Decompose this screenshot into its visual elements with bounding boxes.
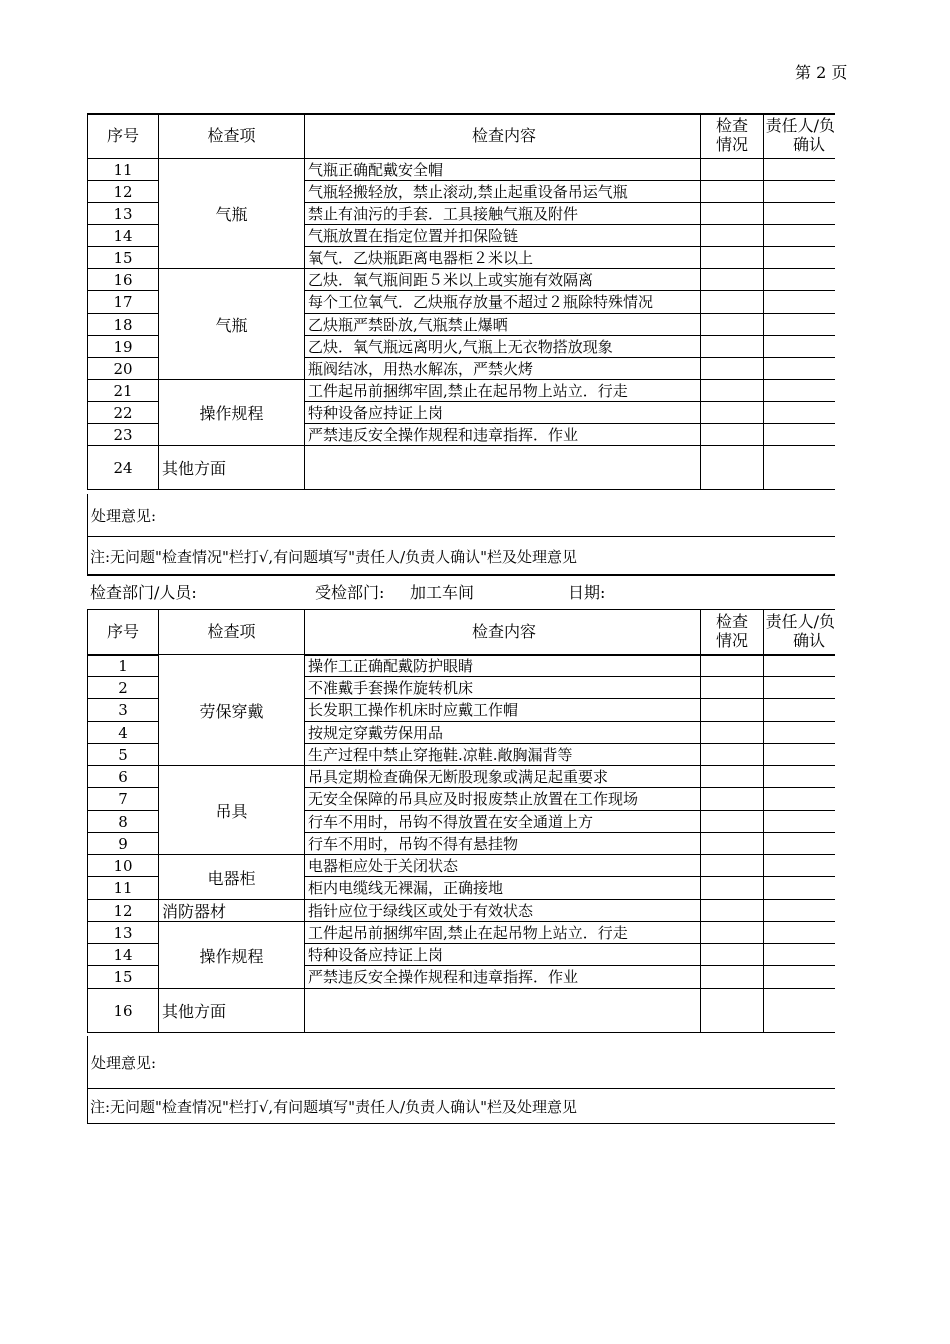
group-label: 其他方面 xyxy=(159,446,305,489)
header-check xyxy=(701,609,764,654)
check-cell[interactable] xyxy=(701,291,764,314)
check-cell[interactable] xyxy=(701,766,764,788)
row-content: 特种设备应持证上岗 xyxy=(305,402,701,424)
inspection-table-1 xyxy=(87,113,835,478)
check-cell[interactable] xyxy=(701,833,764,855)
row-content: 不准戴手套操作旋转机床 xyxy=(305,677,701,699)
row-seq: 4 xyxy=(87,722,159,744)
responsible-cell[interactable] xyxy=(764,203,835,225)
responsible-cell[interactable] xyxy=(764,833,835,855)
row-content xyxy=(305,446,701,490)
responsible-cell[interactable] xyxy=(764,225,835,247)
date-label: 日期: xyxy=(568,583,606,602)
check-cell[interactable] xyxy=(701,314,764,336)
responsible-cell[interactable] xyxy=(764,291,835,314)
responsible-cell[interactable] xyxy=(764,966,835,989)
responsible-cell[interactable] xyxy=(764,336,835,358)
header-check xyxy=(701,113,764,158)
check-cell[interactable] xyxy=(701,380,764,402)
check-cell[interactable] xyxy=(701,225,764,247)
row-content: 电器柜应处于关闭状态 xyxy=(305,855,701,877)
check-cell[interactable] xyxy=(701,446,764,490)
table-header xyxy=(87,609,835,654)
responsible-cell[interactable] xyxy=(764,247,835,269)
group-label: 消防器材 xyxy=(159,900,305,921)
row-content: 禁止有油污的手套．工具接触气瓶及附件 xyxy=(305,203,701,225)
row-seq: 12 xyxy=(87,900,159,922)
header-seq: 序号 xyxy=(87,609,159,654)
group-label: 操作规程 xyxy=(159,922,305,988)
row-content xyxy=(305,989,701,1033)
check-cell[interactable] xyxy=(701,402,764,424)
dept-label: 检查部门/人员: xyxy=(90,583,197,602)
check-cell[interactable] xyxy=(701,203,764,225)
row-seq: 16 xyxy=(87,989,159,1033)
row-content: 乙炔．氧气瓶间距５米以上或实施有效隔离 xyxy=(305,269,701,291)
row-content: 气瓶正确配戴安全帽 xyxy=(305,159,701,181)
header-check-line1: 检查 xyxy=(715,116,748,136)
check-cell[interactable] xyxy=(701,181,764,203)
row-content: 柜内电缆线无裸漏，正确接地 xyxy=(305,877,701,900)
responsible-cell[interactable] xyxy=(764,922,835,944)
header-check-line2: 情况 xyxy=(715,630,748,650)
row-content: 工件起吊前捆绑牢固,禁止在起吊物上站立．行走 xyxy=(305,922,701,944)
row-content: 吊具定期检查确保无断股现象或满足起重要求 xyxy=(305,766,701,788)
group-label: 操作规程 xyxy=(159,380,305,445)
table1-opinion: 处理意见: xyxy=(87,494,835,536)
header-resp-line2: 确认 xyxy=(792,630,825,650)
responsible-cell[interactable] xyxy=(764,358,835,380)
responsible-cell[interactable] xyxy=(764,744,835,766)
check-cell[interactable] xyxy=(701,877,764,900)
responsible-cell[interactable] xyxy=(764,989,835,1033)
check-cell[interactable] xyxy=(701,989,764,1033)
responsible-cell[interactable] xyxy=(764,446,835,490)
header-seq: 序号 xyxy=(87,113,159,158)
check-cell[interactable] xyxy=(701,944,764,966)
row-seq: 7 xyxy=(87,788,159,811)
row-content: 每个工位氧气．乙炔瓶存放量不超过２瓶除特殊情况 xyxy=(305,291,701,314)
responsible-cell[interactable] xyxy=(764,766,835,788)
header-resp-line1: 责任人/负 xyxy=(765,116,835,136)
header-resp-line1: 责任人/负 xyxy=(765,612,835,632)
row-content: 长发职工操作机床时应戴工作帽 xyxy=(305,699,701,722)
check-cell[interactable] xyxy=(701,966,764,989)
group-label: 吊具 xyxy=(159,766,305,854)
row-seq: 17 xyxy=(87,291,159,314)
table2-opinion: 处理意见: xyxy=(87,1036,835,1088)
header-content: 检查内容 xyxy=(305,113,701,158)
row-content: 操作工正确配戴防护眼睛 xyxy=(305,655,701,677)
header-check-line1: 检查 xyxy=(715,612,748,632)
responsible-cell[interactable] xyxy=(764,181,835,203)
check-cell[interactable] xyxy=(701,811,764,833)
check-cell[interactable] xyxy=(701,788,764,811)
check-cell[interactable] xyxy=(701,336,764,358)
row-content: 行车不用时，吊钩不得放置在安全通道上方 xyxy=(305,811,701,833)
responsible-cell[interactable] xyxy=(764,424,835,446)
responsible-cell[interactable] xyxy=(764,811,835,833)
group-label: 气瓶 xyxy=(159,159,305,268)
row-seq: 11 xyxy=(87,877,159,900)
responsible-cell[interactable] xyxy=(764,314,835,336)
check-cell[interactable] xyxy=(701,424,764,446)
row-content: 气瓶轻搬轻放，禁止滚动,禁止起重设备吊运气瓶 xyxy=(305,181,701,203)
check-cell[interactable] xyxy=(701,159,764,181)
group-label: 其他方面 xyxy=(159,989,305,1032)
check-cell[interactable] xyxy=(701,358,764,380)
check-cell[interactable] xyxy=(701,699,764,722)
row-content: 乙炔瓶严禁卧放,气瓶禁止爆晒 xyxy=(305,314,701,336)
row-seq: 1 xyxy=(87,655,159,677)
check-cell[interactable] xyxy=(701,922,764,944)
row-content: 工件起吊前捆绑牢固,禁止在起吊物上站立．行走 xyxy=(305,380,701,402)
responsible-cell[interactable] xyxy=(764,900,835,922)
row-seq: 22 xyxy=(87,402,159,424)
header-responsible xyxy=(764,113,835,158)
responsible-cell[interactable] xyxy=(764,722,835,744)
responsible-cell[interactable] xyxy=(764,402,835,424)
responsible-cell[interactable] xyxy=(764,159,835,181)
table2-note: 注:无问题"检查情况"栏打√,有问题填写"责任人/负责人确认"栏及处理意见 xyxy=(90,1098,578,1116)
check-cell[interactable] xyxy=(701,855,764,877)
row-seq: 10 xyxy=(87,855,159,877)
responsible-cell[interactable] xyxy=(764,269,835,291)
row-seq: 19 xyxy=(87,336,159,358)
row-seq: 6 xyxy=(87,766,159,788)
row-seq: 11 xyxy=(87,159,159,181)
check-cell[interactable] xyxy=(701,677,764,699)
row-content: 乙炔．氧气瓶远离明火,气瓶上无衣物搭放现象 xyxy=(305,336,701,358)
row-content: 严禁违反安全操作规程和违章指挥．作业 xyxy=(305,966,701,989)
row-content: 按规定穿戴劳保用品 xyxy=(305,722,701,744)
info-line xyxy=(90,580,830,604)
row-seq: 23 xyxy=(87,424,159,446)
row-seq: 14 xyxy=(87,225,159,247)
check-cell[interactable] xyxy=(701,900,764,922)
group-label: 气瓶 xyxy=(159,269,305,379)
check-cell[interactable] xyxy=(701,247,764,269)
row-seq: 15 xyxy=(87,966,159,989)
row-seq: 21 xyxy=(87,380,159,402)
row-content: 氧气．乙炔瓶距离电器柜２米以上 xyxy=(305,247,701,269)
row-content: 无安全保障的吊具应及时报废禁止放置在工作现场 xyxy=(305,788,701,811)
row-seq: 5 xyxy=(87,744,159,766)
group-label: 电器柜 xyxy=(159,855,305,899)
row-content: 特种设备应持证上岗 xyxy=(305,944,701,966)
header-resp-line2: 确认 xyxy=(792,134,825,154)
row-content: 严禁违反安全操作规程和违章指挥．作业 xyxy=(305,424,701,446)
row-content: 气瓶放置在指定位置并扣保险链 xyxy=(305,225,701,247)
header-responsible xyxy=(764,609,835,654)
row-content: 指针应位于绿线区或处于有效状态 xyxy=(305,900,701,922)
row-seq: 15 xyxy=(87,247,159,269)
check-cell[interactable] xyxy=(701,655,764,677)
header-content: 检查内容 xyxy=(305,609,701,654)
row-seq: 13 xyxy=(87,922,159,944)
row-seq: 3 xyxy=(87,699,159,722)
row-content: 行车不用时，吊钩不得有悬挂物 xyxy=(305,833,701,855)
row-content: 瓶阀结冰，用热水解冻，严禁火烤 xyxy=(305,358,701,380)
row-seq: 8 xyxy=(87,811,159,833)
row-seq: 20 xyxy=(87,358,159,380)
responsible-cell[interactable] xyxy=(764,699,835,722)
responsible-cell[interactable] xyxy=(764,877,835,900)
row-seq: 24 xyxy=(87,446,159,490)
header-check-line2: 情况 xyxy=(715,134,748,154)
check-cell[interactable] xyxy=(701,269,764,291)
row-seq: 16 xyxy=(87,269,159,291)
responsible-cell[interactable] xyxy=(764,380,835,402)
check-cell[interactable] xyxy=(701,744,764,766)
responsible-cell[interactable] xyxy=(764,788,835,811)
responsible-cell[interactable] xyxy=(764,944,835,966)
row-seq: 9 xyxy=(87,833,159,855)
row-seq: 14 xyxy=(87,944,159,966)
responsible-cell[interactable] xyxy=(764,677,835,699)
inspection-table-2 xyxy=(87,609,835,1021)
check-cell[interactable] xyxy=(701,722,764,744)
row-seq: 2 xyxy=(87,677,159,699)
responsible-cell[interactable] xyxy=(764,855,835,877)
row-seq: 13 xyxy=(87,203,159,225)
inspected-value: 加工车间 xyxy=(410,583,475,602)
row-seq: 12 xyxy=(87,181,159,203)
table1-note: 注:无问题"检查情况"栏打√,有问题填写"责任人/负责人确认"栏及处理意见 xyxy=(90,547,578,566)
table-header xyxy=(87,113,835,158)
inspected-label: 受检部门: xyxy=(315,583,385,602)
page-number: 第 2 页 xyxy=(795,63,848,82)
header-item: 检查项 xyxy=(159,609,305,654)
responsible-cell[interactable] xyxy=(764,655,835,677)
group-label: 劳保穿戴 xyxy=(159,655,305,765)
header-item: 检查项 xyxy=(159,113,305,158)
row-seq: 18 xyxy=(87,314,159,336)
row-content: 生产过程中禁止穿拖鞋.凉鞋.敞胸漏背等 xyxy=(305,744,701,766)
